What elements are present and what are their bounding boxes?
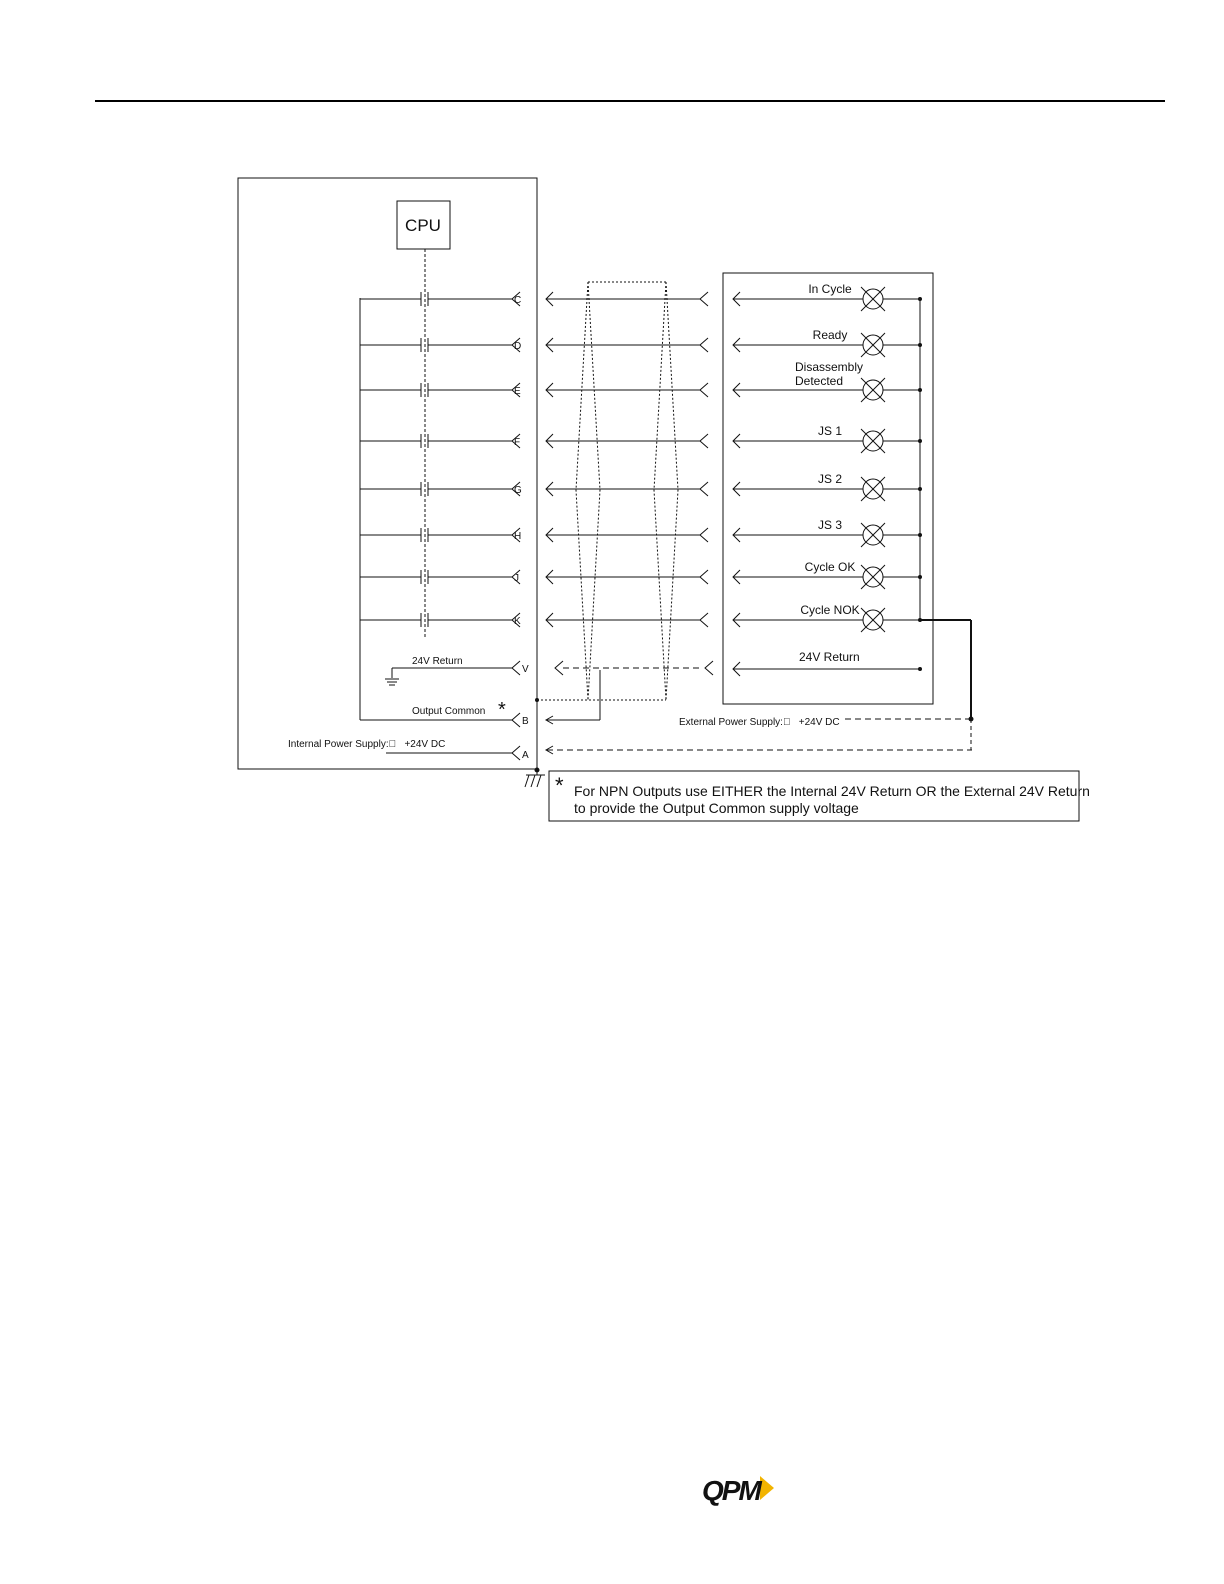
internal-supply-label: Internal Power Supply:⃣ +24V DC [288,739,446,750]
qpm-logo [700,1470,780,1510]
lamp-icon [861,565,885,589]
output-label-F: JS 1 [817,424,843,438]
logo-text: QPM [702,1475,760,1506]
logo-arrow-icon [760,1476,774,1500]
output-row-J [360,560,922,589]
pin-V: V [522,664,529,675]
output-row-F [360,424,922,453]
output-row-K [360,603,922,632]
external-return-label: 24V Return [799,650,860,664]
common-label: Output Common [412,706,486,717]
lamp-icon [861,523,885,547]
output-label-J: Cycle OK [804,560,856,574]
external-supply-label: External Power Supply:⃣ +24V DC [679,717,840,728]
output-label-C: In Cycle [808,282,852,296]
output-row-D [360,328,922,357]
lamp-icon [861,287,885,311]
lamp-icon [861,333,885,357]
output-label-E-line2: Detected [795,374,844,388]
lamp-icon [861,608,885,632]
output-row-E [360,360,922,402]
lamp-icon [861,378,885,402]
output-label-E: Disassembly [795,360,864,374]
pin-C: C [514,295,522,306]
output-row-G [360,472,922,501]
pin-G: G [514,485,522,496]
lamp-icon [861,429,885,453]
pin-D: D [514,341,522,352]
supply-row [386,746,972,760]
external-supply-wiring [845,620,974,750]
output-label-D: Ready [812,328,848,342]
output-label-K: Cycle NOK [800,603,860,617]
pin-E: E [514,386,521,397]
output-row-C [360,282,922,311]
pin-J: J [514,573,519,584]
output-label-G: JS 2 [817,472,843,486]
cpu-label: CPU [405,216,441,235]
common-marker: * [498,699,506,721]
pin-H: H [514,531,522,542]
output-label-H: JS 3 [817,518,843,532]
pin-K: K [514,616,521,627]
lamp-icon [861,477,885,501]
chassis-ground-symbol [525,768,545,787]
return-label: 24V Return [412,656,463,667]
pin-F: F [514,437,521,448]
note-line-2: to provide the Output Common supply voltage [574,800,859,816]
controller-enclosure [238,178,537,769]
pin-A: A [522,750,529,761]
pin-B: B [522,716,529,727]
note-line-1: For NPN Outputs use EITHER the Internal 24V Return OR the External 24V Return [574,783,1090,799]
common-row [360,670,600,770]
output-row-H [360,518,922,547]
return-row [385,661,922,685]
note-marker: * [555,773,564,798]
